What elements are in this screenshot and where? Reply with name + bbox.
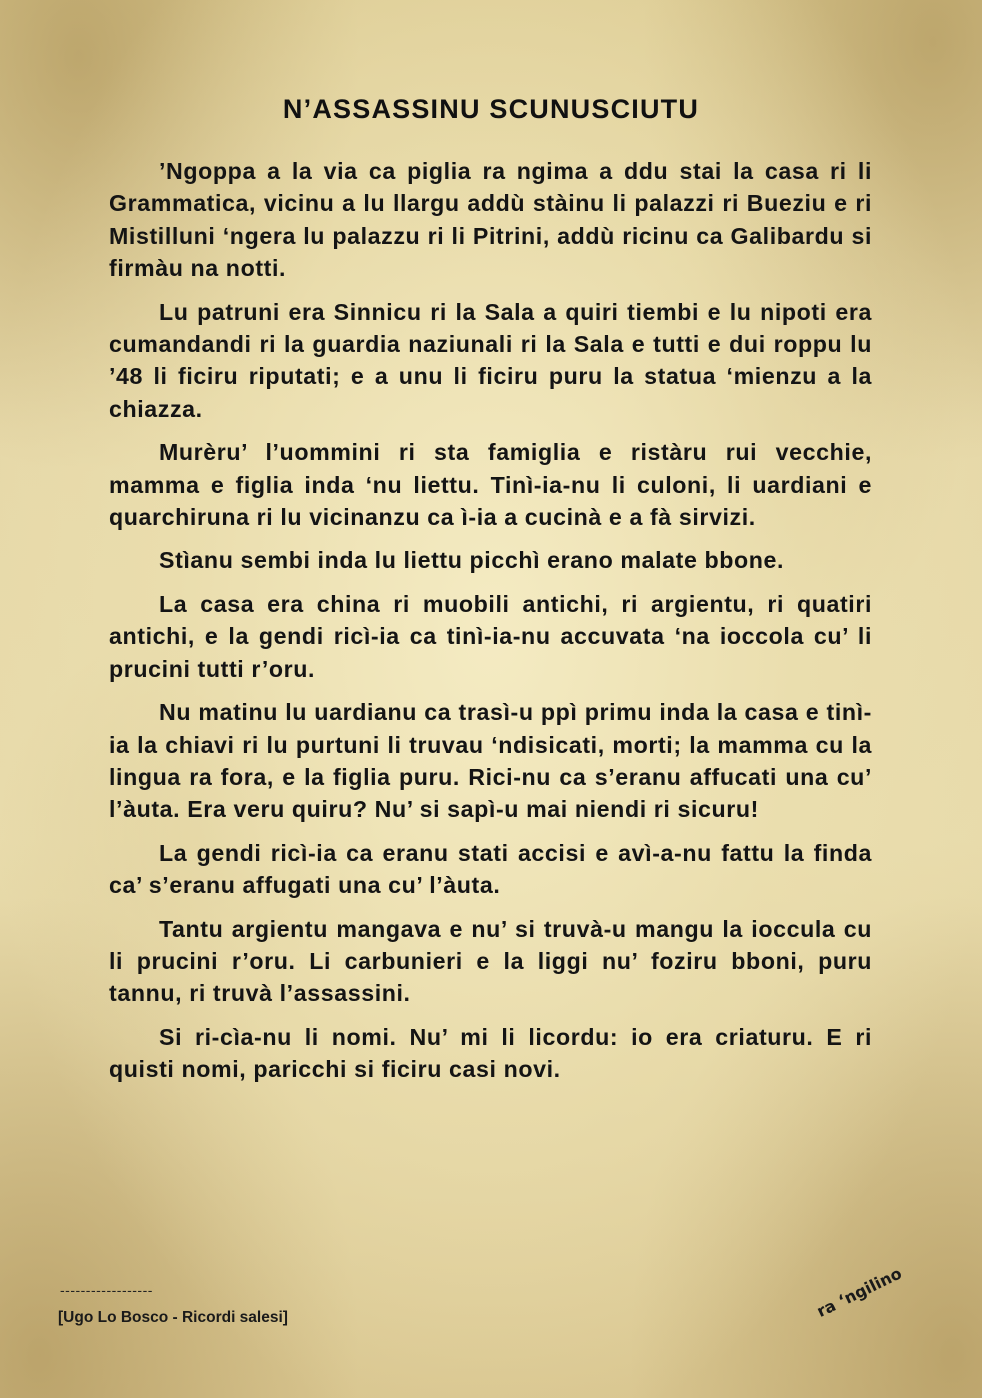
paragraph: Nu matinu lu uardianu ca trasì-u ppì primu inda la casa e tinì-ia la chiavi ri lu purtuni li truvau ‘ndisicati, morti; la mamma cu la lingua ra fora, e la figlia puru. Rici-nu ca s’eranu affucati una cu’ l’àuta. Era veru quiru? Nu’ si sapì-u mai niendi ri sicuru! — [109, 699, 872, 823]
story-body — [109, 155, 872, 1097]
paragraph: La casa era china ri muobili antichi, ri argientu, ri quatiri antichi, e la gendi ricì-ia ca tinì-ia-nu accuvata ‘na ioccola cu’ li prucini tutti r’oru. — [109, 590, 872, 682]
document-title: N’ASSASSINU SCUNUSCIUTU — [282, 94, 700, 124]
paragraph: Lu patruni era Sinnicu ri la Sala a quiri tiembi e lu nipoti era cumandandi ri la guardia naziunali ri la Sala e tutti e dui roppu lu ’48 li ficiru riputati; e a unu li ficiru puru la statua ‘mienzu a la chiazza. — [109, 298, 872, 422]
paragraph: Murèru’ l’uommini ri sta famiglia e ristàru rui vecchie, mamma e figlia inda ‘nu liettu. Tinì-ia-nu li culoni, li uardiani e quarchiruna ri lu vicinanzu ca ì-ia a cucinà e a fà sirvizi. — [109, 439, 872, 531]
paragraph: Stìanu sembi inda lu liettu picchì erano malate bbone. — [159, 547, 785, 574]
source-citation: [Ugo Lo Bosco - Ricordi salesi] — [58, 1309, 288, 1326]
signature: ra ‘ngilino — [813, 1263, 905, 1321]
paragraph: ’Ngoppa a la via ca piglia ra ngima a ddu stai la casa ri li Grammatica, vicinu a lu llargu addù stàinu li palazzi ri Bueziu e ri Mistilluni ‘ngera lu palazzu ri li Pitrini, addù ricinu ca Galibardu si firmàu na notti. — [109, 158, 872, 282]
paragraph: Si ri-cìa-nu li nomi. Nu’ mi li licordu: io era criaturu. E ri quisti nomi, paricchi si ficiru casi novi. — [109, 1023, 872, 1083]
paragraph: Tantu argientu mangava e nu’ si truvà-u mangu la ioccula cu li prucini r’oru. Li carbunieri e la liggi nu’ foziru bboni, puru tannu, ri truvà l’assassini. — [109, 915, 872, 1007]
paragraph: La gendi ricì-ia ca eranu stati accisi e avì-a-nu fattu la finda ca’ s’eranu affugati una cu’ l’àuta. — [109, 839, 872, 899]
footnote-divider: ------------------ — [60, 1282, 153, 1298]
